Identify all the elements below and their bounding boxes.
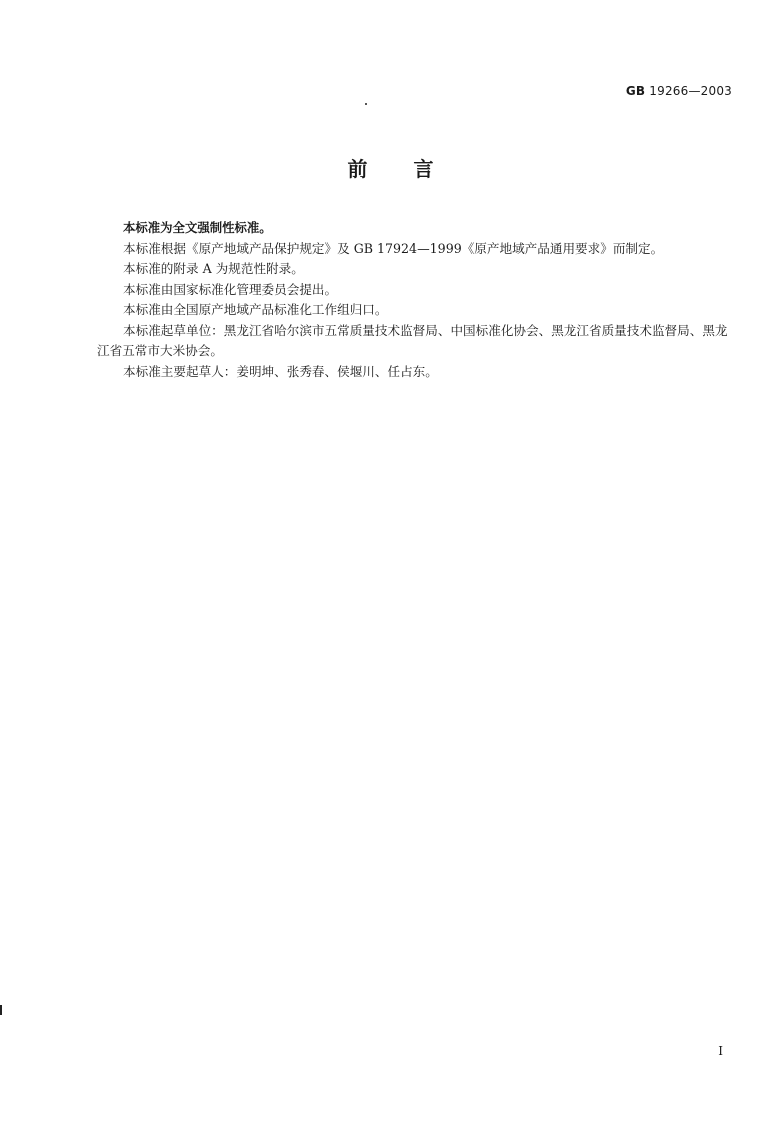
page-number: I — [718, 1044, 723, 1058]
scan-edge-mark — [0, 1005, 2, 1015]
paragraph-centralized-by: 本标准由全国原产地域产品标准化工作组归口。 — [123, 302, 388, 317]
standard-code-number: 19266—2003 — [645, 84, 732, 98]
standard-code — [626, 84, 732, 98]
paragraph-annex: 本标准的附录 A 为规范性附录。 — [123, 261, 304, 276]
paragraph-proposer: 本标准由国家标准化管理委员会提出。 — [123, 281, 338, 297]
paragraph-drafting-units: 本标准起草单位：黑龙江省哈尔滨市五常质量技术监督局、中国标准化协会、黑龙江省质量技术监督局、黑龙江省五常市大米协会。 — [97, 322, 728, 358]
paragraph-basis: 本标准根据《原产地域产品保护规定》及 GB 17924—1999《原产地域产品通用要求》而制定。 — [123, 240, 664, 256]
foreword-body — [97, 218, 731, 382]
paragraph-mandatory-notice: 本标准为全文强制性标准。 — [123, 220, 272, 235]
page-title: 前言 — [347, 157, 480, 181]
standard-code-prefix: GB — [625, 84, 646, 98]
paragraph-drafters: 本标准主要起草人：姜明坤、张秀春、侯堰川、任占东。 — [123, 363, 438, 379]
scan-speck — [365, 103, 367, 105]
